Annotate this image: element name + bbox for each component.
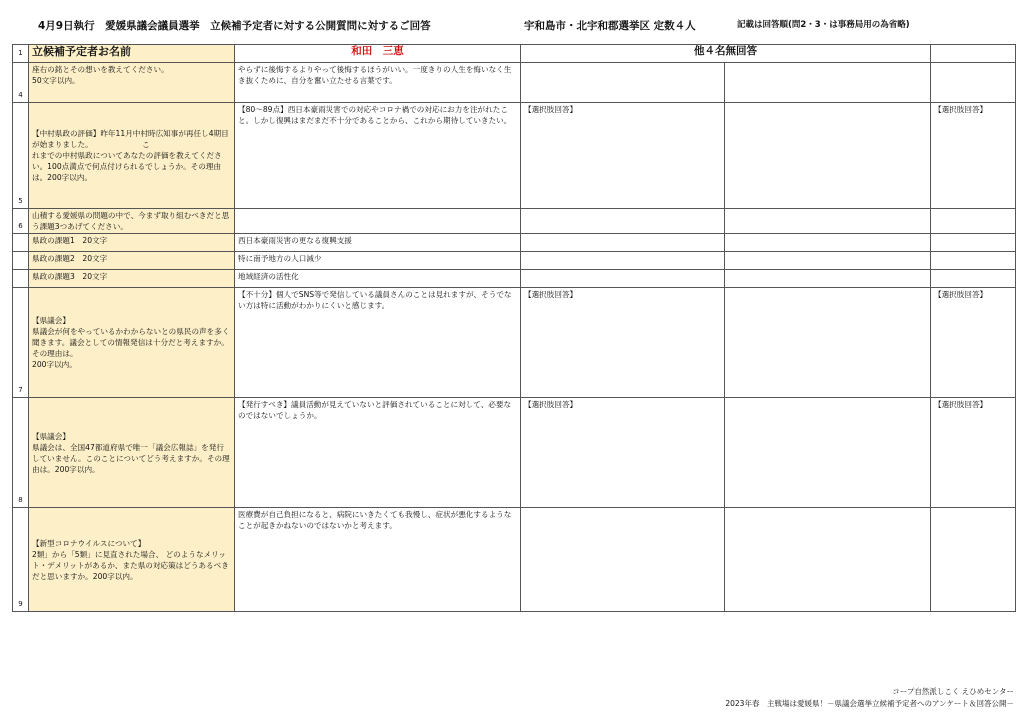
answer-cell: 医療費が自己負担になると、病院にいきたくても我慢し、症状が悪化するようなことが起きかねないのではないかと考えます。 bbox=[235, 508, 521, 612]
blank-cell bbox=[725, 63, 931, 103]
table-row bbox=[13, 270, 1016, 288]
other-answer-cell bbox=[521, 63, 725, 103]
document-title: 4月9日執行 愛媛県議会議員選挙 立候補予定者に対する公開質問に対するご回答 bbox=[38, 20, 431, 32]
answer-cell: 【80～89点】西日本豪雨災害での対応やコロナ禍での対応にお力を注がれたこと。しかし復興はまだまだ不十分であることから、これから期待していきたい。 bbox=[235, 103, 521, 209]
other-answer-cell: 【選択肢回答】 bbox=[521, 288, 725, 398]
note-label: 記載は回答順(問2・3・は事務局用の為省略) bbox=[737, 20, 910, 30]
answer-cell: 西日本豪雨災害の更なる復興支援 bbox=[235, 234, 521, 252]
header-number: 1 bbox=[13, 45, 29, 63]
blank-cell bbox=[725, 209, 931, 234]
row-number: 4 bbox=[13, 63, 29, 103]
table-row bbox=[13, 63, 1016, 103]
table-row bbox=[13, 398, 1016, 508]
answer-cell: 【発行すべき】議員活動が見えていないと評価されていることに対して、必要なのではないでしょうか。 bbox=[235, 398, 521, 508]
other-answer-cell bbox=[931, 508, 1016, 612]
question-cell: 【県議会】 県議会は、全国47都道府県で唯一「議会広報誌」を発行していません。このことについてどう考えますか。その理由は。200字以内。 bbox=[29, 398, 235, 508]
question-cell: 県政の課題2 20文字 bbox=[29, 252, 235, 270]
row-number: 5 bbox=[13, 103, 29, 209]
question-cell: 【中村県政の評価】昨年11月中村時広知事が再任し4期目が始まりました。 こ れまでの中村県政についてあなたの評価を教えてください。100点満点で何点付けられるでしょうか。その理由は。200字以内。 bbox=[29, 103, 235, 209]
question-cell: 【県議会】 県議会が何をやっているかわからないとの県民の声を多く聞きます。議会としての情報発信は十分だと考えますか。その理由は。 200字以内。 bbox=[29, 288, 235, 398]
other-answer-cell bbox=[521, 234, 725, 252]
footer-caption: 2023年春 主戦場は愛媛県！－県議会選挙立候補予定者へのアンケート＆回答公開－ bbox=[725, 699, 1014, 708]
row-number bbox=[13, 252, 29, 270]
question-cell: 座右の銘とその想いを教えてください。 50文字以内。 bbox=[29, 63, 235, 103]
row-number: 8 bbox=[13, 398, 29, 508]
question-cell: 山積する愛媛県の問題の中で、今まず取り組むべきだと思う課題3つあげてください。 bbox=[29, 209, 235, 234]
answer-cell: 地域経済の活性化 bbox=[235, 270, 521, 288]
other-answer-cell bbox=[931, 252, 1016, 270]
other-answer-cell bbox=[521, 508, 725, 612]
table-row bbox=[13, 234, 1016, 252]
blank-cell bbox=[725, 103, 931, 209]
header-blank bbox=[931, 45, 1016, 63]
other-answer-cell bbox=[931, 270, 1016, 288]
blank-cell bbox=[725, 398, 931, 508]
other-answer-cell bbox=[931, 209, 1016, 234]
table-row bbox=[13, 508, 1016, 612]
blank-cell bbox=[725, 288, 931, 398]
blank-cell bbox=[725, 270, 931, 288]
row-number: 7 bbox=[13, 288, 29, 398]
other-answer-cell: 【選択肢回答】 bbox=[931, 288, 1016, 398]
other-answer-cell: 【選択肢回答】 bbox=[931, 398, 1016, 508]
answer-cell bbox=[235, 209, 521, 234]
table-row bbox=[13, 103, 1016, 209]
header-others: 他４名無回答 bbox=[521, 45, 931, 63]
survey-table bbox=[12, 44, 1016, 612]
question-cell: 県政の課題1 20文字 bbox=[29, 234, 235, 252]
answer-cell: 特に南予地方の人口減少 bbox=[235, 252, 521, 270]
other-answer-cell bbox=[931, 63, 1016, 103]
table-header-row bbox=[13, 45, 1016, 63]
blank-cell bbox=[725, 252, 931, 270]
other-answer-cell bbox=[521, 252, 725, 270]
header-candidate-name: 和田 三恵 bbox=[235, 45, 521, 63]
other-answer-cell: 【選択肢回答】 bbox=[931, 103, 1016, 209]
answer-cell: やらずに後悔するよりやって後悔するほうがいい。一度きりの人生を悔いなく生き抜くために、自分を奮い立たせる言葉です。 bbox=[235, 63, 521, 103]
blank-cell bbox=[725, 234, 931, 252]
table-row bbox=[13, 288, 1016, 398]
row-number: 6 bbox=[13, 209, 29, 234]
footer-organization: コープ自然派しこく えひめセンター bbox=[892, 687, 1014, 696]
other-answer-cell bbox=[521, 209, 725, 234]
header-question: 立候補予定者お名前 bbox=[29, 45, 235, 63]
table-row bbox=[13, 209, 1016, 234]
row-number: 9 bbox=[13, 508, 29, 612]
district-label: 宇和島市・北宇和郡選挙区 定数４人 bbox=[524, 20, 696, 32]
other-answer-cell bbox=[931, 234, 1016, 252]
answer-cell: 【不十分】個人でSNS等で発信している議員さんのことは見れますが、そうでない方は特に活動がわかりにくいと感じます。 bbox=[235, 288, 521, 398]
row-number bbox=[13, 270, 29, 288]
blank-cell bbox=[725, 508, 931, 612]
other-answer-cell bbox=[521, 270, 725, 288]
table-row bbox=[13, 252, 1016, 270]
other-answer-cell: 【選択肢回答】 bbox=[521, 398, 725, 508]
document-header bbox=[0, 18, 1024, 38]
other-answer-cell: 【選択肢回答】 bbox=[521, 103, 725, 209]
question-cell: 【新型コロナウイルスについて】 2類」から「5類」に見直された場合、 どのようなメリット・デメリットがあるか、また県の対応策はどうあるべきだと思いますか。200字以内。 bbox=[29, 508, 235, 612]
question-cell: 県政の課題3 20文字 bbox=[29, 270, 235, 288]
row-number bbox=[13, 234, 29, 252]
